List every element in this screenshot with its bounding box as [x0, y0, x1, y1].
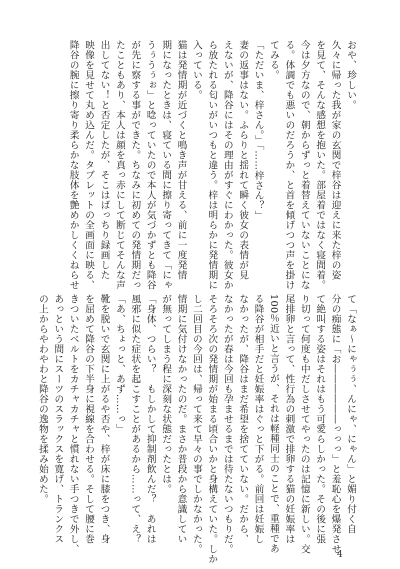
upper-text-block [40, 40, 358, 290]
text-line: 分の痴態に「お――――――っっっ」と羞恥心を爆発させ [329, 294, 341, 554]
text-line: し二回目の今回は、帰って来て早々の事でしかなかった。 [190, 294, 202, 554]
text-line: 靴を脱いで玄関に上がるや否や、梓が床に膝をつき、身 [98, 294, 110, 544]
text-line: 「ただいま、梓さん。」「……梓さん？」 [252, 40, 264, 221]
text-line: 妻の返事はない。ふらりと揺れて瞬く彼女の表情が見 [237, 40, 249, 280]
text-line: が無ってしまう程に深刻な状態だったとは。 [160, 294, 172, 494]
text-line: 入っている。 [190, 40, 202, 100]
text-line: なかったが春は今回も孕ませるまでは待たないつもりだ。 [221, 294, 233, 554]
text-line: 映像を見せて丸め込んだ。タブレットの全画面に映る、 [83, 40, 95, 290]
text-line: 出してない！と否定したが、そこはばっちり録画した [98, 40, 110, 280]
text-line: てみる。 [267, 40, 279, 80]
text-line: きついたベルトをカチャカチャと慣れない手つきで外し、 [67, 294, 79, 554]
text-line: たこともあり、本人は顔を真っ赤にして断じてそんな声 [113, 40, 125, 290]
text-line: を見て、そんな感想を抱いた。部屋着ではなく寝間着。 [314, 40, 326, 290]
page-number: 4 [337, 550, 343, 560]
text-line: て「なぁ～にゃぅぅ、んにゃ、にゃん」と媚り付く自 [345, 294, 356, 534]
text-line: 今は夕方なので、朝からずっと着替えていないことにな [298, 40, 310, 290]
text-line: 「身体、つらい？ もしかして抑制剤飲んだ？ あれは [144, 294, 156, 544]
text-line: 情期に気付けなかったのだ。まさか普段から意識してい [175, 294, 187, 544]
text-line: 久々に帰った我が家の玄関で梓谷は迎えに来た梓の姿 [329, 40, 341, 280]
text-line: 降谷の腕に擦り寄り柔らかな肢体を艶めかしくくねらせ [67, 40, 79, 290]
text-line: ら放たれる匂いがいつもと違う。梓は明らかに発情期に [206, 40, 218, 290]
text-line: そろそろ次の発情期が始まる頃合いかと身構えていた。しか [206, 294, 218, 564]
lower-text-block [36, 294, 358, 564]
text-line: 風邪に似た症状を起こすことがあるから……って、え？ [129, 294, 141, 544]
text-line: 尾排卵と言って、性行為の刺激で排卵する猫の妊娠率は [283, 294, 295, 544]
text-line: の上からやわやわと降谷の逸物を揉み始めた。 [36, 294, 48, 504]
text-line: 猫は発情期が近づくと鳴き声が甘える、前に一度発情 [175, 40, 187, 280]
text-line: えないが、降谷にはその理由がすぐにわかった。彼女か [221, 40, 233, 290]
text-line: 100％近いと言うが、それは軽種同士のことで、重種であ [267, 294, 279, 554]
text-line: て絶叫する姿はそれはもう可愛らしかった。その後に張 [314, 294, 326, 544]
text-line: なかったが、降谷はまだ希望を捨てていない。だから、 [237, 294, 249, 544]
text-line: る。体調でも悪いのだろうか、と首を傾げつつ声を掛け [283, 40, 295, 290]
text-line: あっという間にスーツのスラックスを寛げ、トランクス [52, 294, 64, 544]
text-line: 「あ、ちょっと、あず……っ」 [113, 294, 125, 434]
text-line: おや、珍しい。 [345, 40, 356, 110]
text-line: る降谷が相手だと妊娠率はぐっと下がる。前回は妊娠し [252, 294, 264, 544]
text-line: を屈めて降谷の下半身に視線を合わせる。そして腰に巻 [83, 294, 95, 544]
text-line: が先に察する事ができた。ちなみに初めての発情期だっ [129, 40, 141, 290]
text-line: うぅうぅぉ」と唸っていたので本人が気づかずとも降谷 [144, 40, 156, 290]
text-line: り切って何度も中だしさせてやったのは記憶に新しい。交 [298, 294, 310, 554]
text-line: 期になったときは、寝ている間に擦り寄ってきて「にゃ [160, 40, 172, 290]
